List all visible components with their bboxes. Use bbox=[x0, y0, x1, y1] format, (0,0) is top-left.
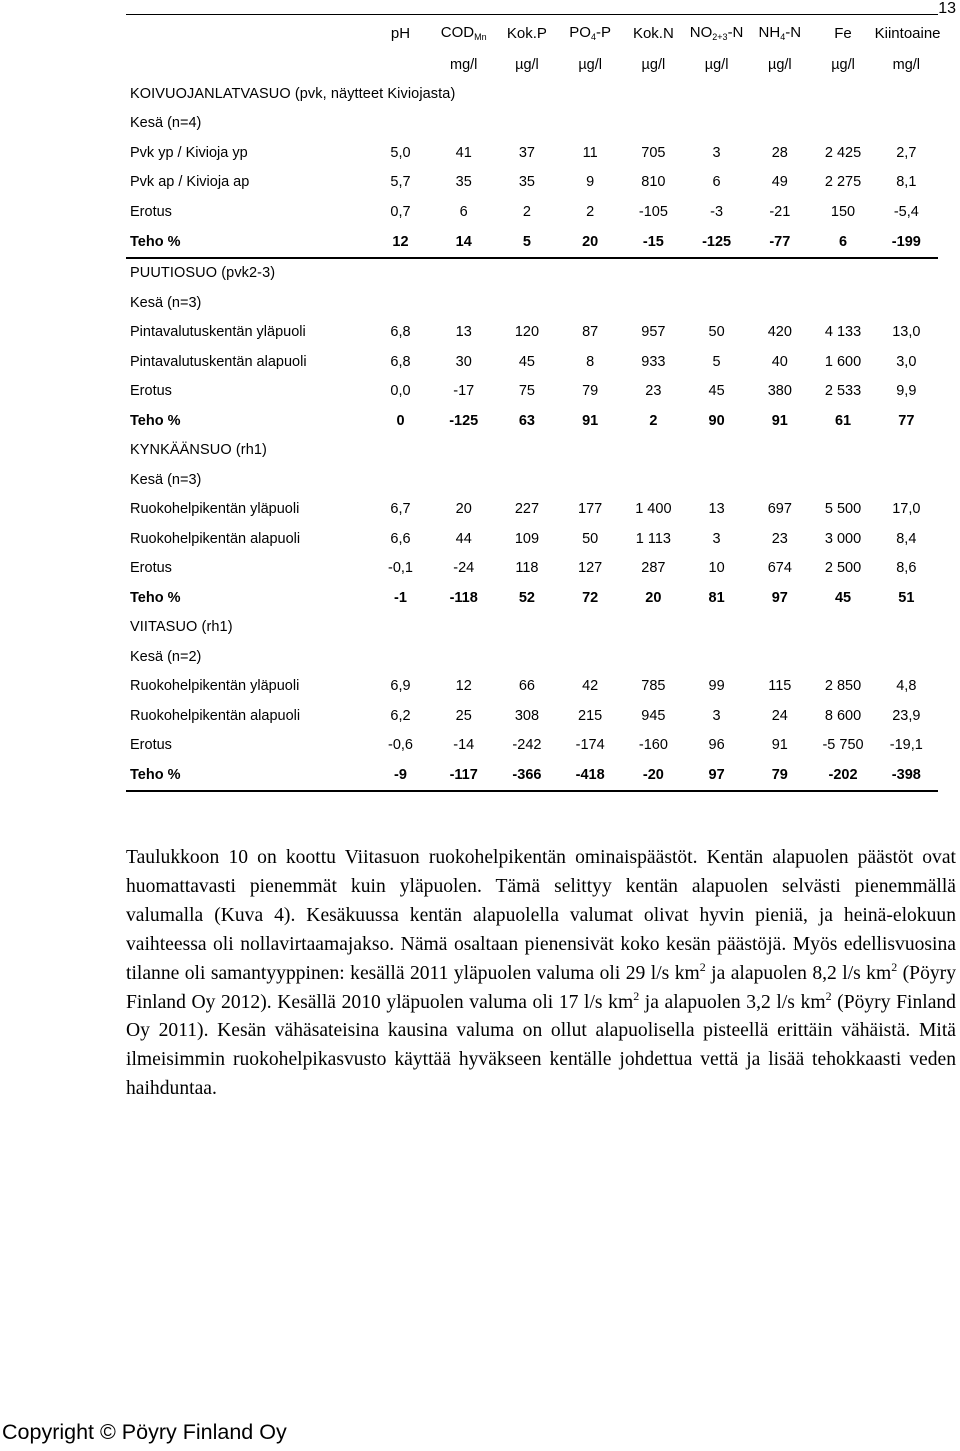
value-cell: 42 bbox=[582, 678, 599, 695]
value-cell: 6,8 bbox=[390, 353, 411, 370]
row-label: Ruokohelpikentän yläpuoli bbox=[130, 678, 300, 695]
value-cell: 420 bbox=[767, 324, 792, 341]
value-cell: 5 bbox=[712, 353, 721, 370]
paragraph-text: (Pöyry Finland Oy 2012). Kesällä 2010 yläpuolen valuma oli 17 l/s km bbox=[126, 962, 956, 1013]
value-cell: -5 750 bbox=[822, 737, 864, 754]
value-cell: 2 275 bbox=[824, 174, 862, 191]
column-header-subscript: 4 bbox=[590, 32, 596, 42]
table-row bbox=[126, 524, 938, 554]
value-cell: 8 600 bbox=[824, 707, 862, 724]
value-cell: -117 bbox=[432, 760, 495, 791]
value-cell: -160 bbox=[638, 737, 668, 754]
header-row bbox=[126, 15, 938, 52]
value-cell: 933 bbox=[641, 353, 666, 370]
superscript: 2 bbox=[891, 959, 898, 974]
row-label: Erotus bbox=[130, 560, 172, 577]
value-cell: 3 bbox=[712, 530, 721, 547]
value-cell: 49 bbox=[771, 174, 788, 191]
table-row bbox=[126, 760, 938, 791]
value-cell: -21 bbox=[769, 203, 791, 220]
value-cell: 12 bbox=[369, 227, 432, 258]
row-label: Ruokohelpikentän alapuoli bbox=[130, 707, 301, 724]
value-cell: 81 bbox=[708, 589, 725, 606]
value-cell: 2 425 bbox=[824, 144, 862, 161]
value-cell: 0,0 bbox=[390, 383, 411, 400]
column-header-main: pH bbox=[390, 24, 411, 42]
value-cell: 810 bbox=[641, 174, 666, 191]
value-cell: 45 bbox=[834, 589, 852, 606]
value-cell: 8,6 bbox=[896, 560, 917, 577]
value-cell: 227 bbox=[514, 501, 540, 518]
value-cell: 24 bbox=[771, 707, 788, 724]
value-cell: 72 bbox=[582, 589, 599, 606]
value-cell: -0,6 bbox=[388, 737, 413, 754]
value-cell: 785 bbox=[641, 678, 666, 695]
table-row bbox=[126, 227, 938, 258]
value-cell: 87 bbox=[582, 324, 599, 341]
season-label: Kesä (n=2) bbox=[130, 648, 202, 665]
value-cell: 957 bbox=[641, 324, 666, 341]
value-cell: 2 500 bbox=[824, 560, 862, 577]
value-cell: 0 bbox=[396, 412, 405, 429]
value-cell: 1 600 bbox=[824, 353, 862, 370]
value-cell: 75 bbox=[518, 383, 535, 400]
value-cell: 23 bbox=[771, 530, 788, 547]
row-label: Ruokohelpikentän alapuoli bbox=[130, 530, 301, 547]
value-cell: 2 bbox=[522, 203, 531, 220]
value-cell: 91 bbox=[771, 737, 788, 754]
value-cell: 23,9 bbox=[892, 707, 921, 724]
column-header-suffix: -N bbox=[785, 24, 802, 41]
value-cell: -125 bbox=[685, 227, 748, 258]
column-header-subscript: 4 bbox=[780, 32, 786, 42]
column-header bbox=[559, 15, 622, 52]
value-cell: 4,8 bbox=[896, 678, 917, 695]
value-cell: 8,1 bbox=[896, 174, 917, 191]
value-cell: 10 bbox=[708, 560, 725, 577]
unit-cell bbox=[369, 51, 432, 79]
site-heading-row bbox=[126, 79, 938, 109]
value-cell: 13,0 bbox=[892, 324, 921, 341]
value-cell: 6 bbox=[712, 174, 721, 191]
value-cell: 50 bbox=[708, 324, 725, 341]
value-cell: 4 133 bbox=[824, 324, 862, 341]
superscript: 2 bbox=[825, 988, 832, 1003]
value-cell: -77 bbox=[748, 227, 811, 258]
value-cell: 2,7 bbox=[896, 144, 917, 161]
row-label: Erotus bbox=[130, 383, 172, 400]
unit-cell: mg/l bbox=[450, 57, 478, 73]
table-row bbox=[126, 318, 938, 348]
value-cell: 77 bbox=[898, 412, 915, 429]
column-header-main: COD bbox=[440, 24, 475, 41]
paragraph-text: ja alapuolen 8,2 l/s km bbox=[705, 962, 892, 984]
site-heading: KYNKÄÄNSUO (rh1) bbox=[130, 442, 267, 459]
value-cell: -14 bbox=[453, 737, 475, 754]
value-cell: -9 bbox=[369, 760, 432, 791]
value-cell: 6,8 bbox=[390, 324, 411, 341]
unit-cell: µg/l bbox=[641, 57, 666, 73]
value-cell: 91 bbox=[771, 412, 788, 429]
value-cell: -19,1 bbox=[889, 737, 923, 754]
value-cell: -199 bbox=[875, 227, 938, 258]
value-cell: 37 bbox=[518, 144, 535, 161]
page-number: 13 bbox=[938, 0, 956, 17]
table-row bbox=[126, 495, 938, 525]
value-cell: 30 bbox=[455, 353, 472, 370]
column-header-suffix: -P bbox=[596, 24, 611, 41]
value-cell: -118 bbox=[449, 589, 478, 606]
row-label: Teho % bbox=[126, 760, 369, 791]
value-cell: -202 bbox=[811, 760, 874, 791]
column-header bbox=[432, 15, 495, 52]
site-heading-row bbox=[126, 613, 938, 643]
value-cell: -5,4 bbox=[893, 203, 919, 220]
value-cell: 61 bbox=[834, 412, 852, 429]
row-label: Pintavalutuskentän alapuoli bbox=[130, 353, 307, 370]
value-cell: 40 bbox=[771, 353, 788, 370]
value-cell: 35 bbox=[455, 174, 472, 191]
value-cell: -20 bbox=[622, 760, 685, 791]
value-cell: 28 bbox=[771, 144, 788, 161]
season-row bbox=[126, 109, 938, 139]
value-cell: 8 bbox=[586, 353, 595, 370]
value-cell: 14 bbox=[432, 227, 495, 258]
value-cell: 99 bbox=[708, 678, 725, 695]
unit-cell: mg/l bbox=[892, 57, 921, 73]
value-cell: 8,4 bbox=[896, 530, 917, 547]
value-cell: -24 bbox=[453, 560, 475, 577]
value-cell: 2 533 bbox=[824, 383, 862, 400]
value-cell: 697 bbox=[767, 501, 792, 518]
value-cell: -366 bbox=[495, 760, 558, 791]
value-cell: -105 bbox=[638, 203, 668, 220]
value-cell: 705 bbox=[641, 144, 666, 161]
value-cell: 50 bbox=[582, 530, 599, 547]
paragraph-text: Taulukkoon 10 on koottu Viitasuon ruokohelpikentän ominaispäästöt. Kentän alapuolen päästöt ovat huomattavasti pienemmät kuin yläpuolen. Tämä selittyy kentän alapuolen selvästi pienemmällä valumalla (Kuva 4). Kesäkuussa kentän alapuolella valumat olivat hyvin pieniä, ja heinä-elokuun vaihteessa oli nollavirtaamajakso. Nämä osaltaan pienensivät koko kesän päästöjä. Myös edellisvuosina tilanne oli samantyyppinen: kesällä 2011 yläpuolen valuma oli 29 l/s km bbox=[126, 847, 956, 984]
value-cell: 51 bbox=[898, 589, 915, 606]
table-row bbox=[126, 701, 938, 731]
value-cell: 2 bbox=[649, 412, 658, 429]
value-cell: 20 bbox=[455, 501, 472, 518]
paragraph-text: (Pöyry Finland Oy 2011). Kesän vähäsateisina kausina valuma on ollut alapuolisella pisteellä erittäin vähäistä. Mitä ilmeisimmin ruokohelpikasvusto käyttää hyväkseen kentälle johdettua vettä ja lisää tehokkaasti veden haihduntaa. bbox=[126, 991, 956, 1100]
value-cell: 3,0 bbox=[896, 353, 917, 370]
value-cell: 308 bbox=[514, 707, 540, 724]
table-row bbox=[126, 406, 938, 436]
table-row bbox=[126, 672, 938, 702]
column-header-main: PO bbox=[569, 24, 591, 41]
value-cell: 20 bbox=[559, 227, 622, 258]
site-heading: KOIVUOJANLATVASUO (pvk, näytteet Kiviojasta) bbox=[130, 85, 456, 102]
value-cell: 115 bbox=[768, 678, 792, 695]
value-cell: -3 bbox=[710, 203, 724, 220]
season-label: Kesä (n=3) bbox=[130, 294, 202, 311]
value-cell: 6,9 bbox=[390, 678, 411, 695]
column-header-main: Kok.N bbox=[632, 24, 674, 42]
value-cell: 6 bbox=[811, 227, 874, 258]
site-heading: VIITASUO (rh1) bbox=[130, 619, 233, 636]
value-cell: 3 bbox=[712, 707, 721, 724]
value-cell: 674 bbox=[767, 560, 792, 577]
column-header-subscript: Mn bbox=[474, 32, 487, 42]
value-cell: 52 bbox=[518, 589, 535, 606]
value-cell: 44 bbox=[455, 530, 472, 547]
site-heading-row bbox=[126, 436, 938, 466]
header-empty-cell bbox=[126, 15, 369, 52]
value-cell: 97 bbox=[771, 589, 788, 606]
column-header-main: Fe bbox=[834, 24, 852, 42]
row-label: Ruokohelpikentän yläpuoli bbox=[130, 501, 300, 518]
superscript: 2 bbox=[633, 988, 640, 1003]
column-header bbox=[622, 15, 685, 52]
value-cell: 12 bbox=[455, 678, 472, 695]
row-label: Teho % bbox=[130, 589, 181, 606]
column-header bbox=[811, 15, 874, 52]
row-label: Pintavalutuskentän yläpuoli bbox=[130, 324, 306, 341]
value-cell: -15 bbox=[622, 227, 685, 258]
value-cell: -17 bbox=[453, 383, 475, 400]
value-cell: 45 bbox=[708, 383, 725, 400]
value-cell: 23 bbox=[645, 383, 662, 400]
value-cell: 120 bbox=[514, 324, 540, 341]
water-quality-table bbox=[126, 14, 941, 792]
value-cell: 9,9 bbox=[896, 383, 917, 400]
row-label: Teho % bbox=[126, 227, 369, 258]
value-cell: 25 bbox=[455, 707, 472, 724]
value-cell: 5 500 bbox=[824, 501, 862, 518]
value-cell: 66 bbox=[518, 678, 535, 695]
season-label: Kesä (n=3) bbox=[130, 471, 202, 488]
value-cell: 17,0 bbox=[892, 501, 921, 518]
value-cell: 6,7 bbox=[390, 501, 411, 518]
column-header-main: NH bbox=[758, 24, 781, 41]
value-cell: -174 bbox=[575, 737, 605, 754]
units-row bbox=[126, 51, 938, 79]
value-cell: 945 bbox=[641, 707, 666, 724]
value-cell: 5,0 bbox=[390, 144, 411, 161]
value-cell: 3 bbox=[712, 144, 721, 161]
unit-cell: µg/l bbox=[578, 57, 602, 73]
unit-cell: µg/l bbox=[515, 57, 539, 73]
value-cell: 177 bbox=[578, 501, 603, 518]
value-cell: 2 850 bbox=[824, 678, 862, 695]
value-cell: 41 bbox=[455, 144, 472, 161]
column-header-main: Kok.P bbox=[506, 24, 547, 42]
column-header bbox=[369, 15, 432, 52]
unit-cell: µg/l bbox=[831, 57, 855, 73]
table-row bbox=[126, 377, 938, 407]
value-cell: 79 bbox=[582, 383, 599, 400]
season-label: Kesä (n=4) bbox=[130, 115, 202, 132]
value-cell: 287 bbox=[641, 560, 666, 577]
value-cell: 6,2 bbox=[390, 707, 411, 724]
value-cell: 13 bbox=[455, 324, 472, 341]
value-cell: -398 bbox=[875, 760, 938, 791]
value-cell: 11 bbox=[582, 144, 598, 161]
value-cell: -418 bbox=[559, 760, 622, 791]
value-cell: 1 113 bbox=[635, 530, 671, 547]
value-cell: -0,1 bbox=[388, 560, 413, 577]
value-cell: 0,7 bbox=[390, 203, 411, 220]
value-cell: -125 bbox=[449, 412, 479, 429]
value-cell: 127 bbox=[578, 560, 603, 577]
value-cell: 215 bbox=[578, 707, 603, 724]
body-paragraph bbox=[126, 844, 956, 1104]
value-cell: 2 bbox=[586, 203, 595, 220]
value-cell: 79 bbox=[748, 760, 811, 791]
site-heading-row bbox=[126, 258, 938, 289]
column-header bbox=[748, 15, 811, 52]
value-cell: 6,6 bbox=[390, 530, 411, 547]
column-header-suffix: -N bbox=[727, 24, 744, 41]
units-empty-cell bbox=[126, 51, 369, 79]
copyright-footer: Copyright © Pöyry Finland Oy bbox=[2, 1420, 287, 1444]
table-row bbox=[126, 731, 938, 761]
value-cell: 1 400 bbox=[635, 501, 672, 518]
value-cell: 3 000 bbox=[824, 530, 862, 547]
value-cell: 118 bbox=[515, 560, 539, 577]
row-label: Erotus bbox=[130, 203, 172, 220]
table-row bbox=[126, 347, 938, 377]
paragraph-text: ja alapuolen 3,2 l/s km bbox=[639, 991, 826, 1013]
value-cell: 9 bbox=[586, 174, 595, 191]
value-cell: 380 bbox=[767, 383, 792, 400]
value-cell: 5 bbox=[495, 227, 558, 258]
column-header-main: Kiintoaine bbox=[874, 24, 941, 42]
value-cell: 63 bbox=[518, 412, 535, 429]
value-cell: -242 bbox=[512, 737, 542, 754]
superscript: 2 bbox=[699, 959, 706, 974]
site-heading: PUUTIOSUO (pvk2-3) bbox=[130, 265, 276, 282]
value-cell: 91 bbox=[582, 412, 599, 429]
row-label: Erotus bbox=[130, 737, 172, 754]
season-row bbox=[126, 642, 938, 672]
table-row bbox=[126, 554, 938, 584]
value-cell: 150 bbox=[830, 203, 856, 220]
column-header bbox=[874, 15, 941, 52]
column-header bbox=[495, 15, 558, 52]
column-header bbox=[685, 15, 748, 52]
row-label: Pvk yp / Kivioja yp bbox=[130, 144, 248, 161]
unit-cell: µg/l bbox=[704, 57, 729, 73]
value-cell: 35 bbox=[518, 174, 535, 191]
value-cell: -1 bbox=[394, 589, 407, 606]
value-cell: 109 bbox=[514, 530, 540, 547]
season-row bbox=[126, 465, 938, 495]
value-cell: 90 bbox=[708, 412, 725, 429]
value-cell: 96 bbox=[708, 737, 725, 754]
water-quality-table-container bbox=[126, 14, 941, 792]
value-cell: 5,7 bbox=[390, 174, 411, 191]
column-header-main: NO bbox=[689, 24, 713, 41]
value-cell: 45 bbox=[518, 353, 535, 370]
season-row bbox=[126, 288, 938, 318]
table-row bbox=[126, 583, 938, 613]
table-row bbox=[126, 168, 938, 198]
table-row bbox=[126, 197, 938, 227]
value-cell: 97 bbox=[685, 760, 748, 791]
value-cell: 20 bbox=[645, 589, 662, 606]
value-cell: 6 bbox=[459, 203, 468, 220]
table-row bbox=[126, 138, 938, 168]
value-cell: 13 bbox=[708, 501, 725, 518]
column-header-subscript: 2+3 bbox=[712, 32, 728, 42]
row-label: Teho % bbox=[130, 412, 181, 429]
unit-cell: µg/l bbox=[767, 57, 792, 73]
row-label: Pvk ap / Kivioja ap bbox=[130, 174, 250, 191]
